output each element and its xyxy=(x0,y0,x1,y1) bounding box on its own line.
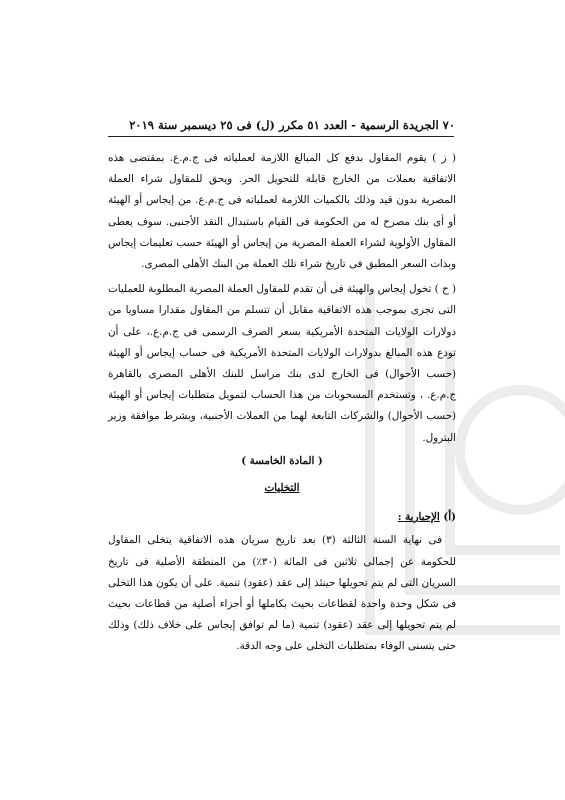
page-header: ٧٠ الجريدة الرسمية - العدد ٥١ مكرر (ل) فى ٢٥ ديسمبر سنة ٢٠١٩ xyxy=(129,118,455,132)
clause-h-text: تخول إيجاس والهيئة فى أن تقدم للمقاول العملة المصرية المطلوبة للعمليات التى تجرى بموجب هذه الاتفاقية مقابل أن تتسلم من المقاول مقدارا مساويا من دولارات الولايات المتحدة الأمريكية بسعر الصرف الرسمى فى ج.م.ع.، على أن تودع هذه المبالغ بدولارات الولايات المتحدة الأمريكية فى حساب إيجاس أو الهيئة (حسب الأحوال) فى الخارج لدى بنك مراسل للبنك الأهلى المصرى بالقاهرة ج.م.ع. ، وتستخدم المسحوبات من هذا الحساب لتمويل متطلبات إيجاس أو الهيئة (حسب الأحوال) والشركات التابعة لهما من العملات الأجنبية، وبشرط موافقة وزير البترول. xyxy=(108,283,456,444)
subsection-title: الإجبارية : xyxy=(397,511,440,524)
header-rule xyxy=(108,136,454,137)
subsection-marker: (أ) xyxy=(443,511,456,524)
subsection-text: فى نهاية السنة الثالثة (٣) بعد تاريخ سريان هذه الاتفاقية يتخلى المقاول للحكومة عن إجمالى ثلاثين فى المائة (٣٠٪) من المنطقة الأصلية فى تاريخ السريان التى لم يتم تحويلها حينئذ إلى عقد (عقود) تنمية. على أن يكون هذا التخلى فى شكل وحدة واحدة لقطاعات بحيث بكاملها أو أجزاء أصلية من قطاعات بحيث لم يتم تحويلها إلى عقد (عقود) تنمية (ما لم توافق إيجاس على خلاف ذلك) وذلك حتى يتسنى الوفاء بمتطلبات التخلى على وجه الدقة. xyxy=(108,534,456,653)
clause-h xyxy=(108,279,456,449)
article-title: ( المادة الخامسة ) xyxy=(241,454,323,467)
section-title: التخليات xyxy=(264,482,300,495)
subsection-heading xyxy=(108,507,456,528)
clause-z xyxy=(108,148,456,275)
clause-z-text: يقوم المقاول بدفع كل المبالغ اللازمة لعملياته فى ج.م.ع. بمقتضى هذه الاتفاقية بعملات من الخارج قابلة للتحويل الحر. ويحق للمقاول شراء العملة المصرية بدون قيد وذلك بالكميات اللازمة لعملياته فى ج.م.ع. من إيجاس أو الهيئة أو أى بنك مصرح له من الحكومة فى القيام باستبدال النقد الأجنبى. سوف يعطى المقاول الأولوية لشراء العملة المصرية من إيجاس أو الهيئة حسب تعليمات إيجاس وبذات السعر المطبق فى تاريخ شراء تلك العملة من البنك الأهلى المصرى. xyxy=(108,152,456,271)
clause-z-marker: ( ز ) xyxy=(432,152,456,164)
document-body xyxy=(108,148,456,658)
clause-h-marker: ( ح ) xyxy=(434,283,456,296)
